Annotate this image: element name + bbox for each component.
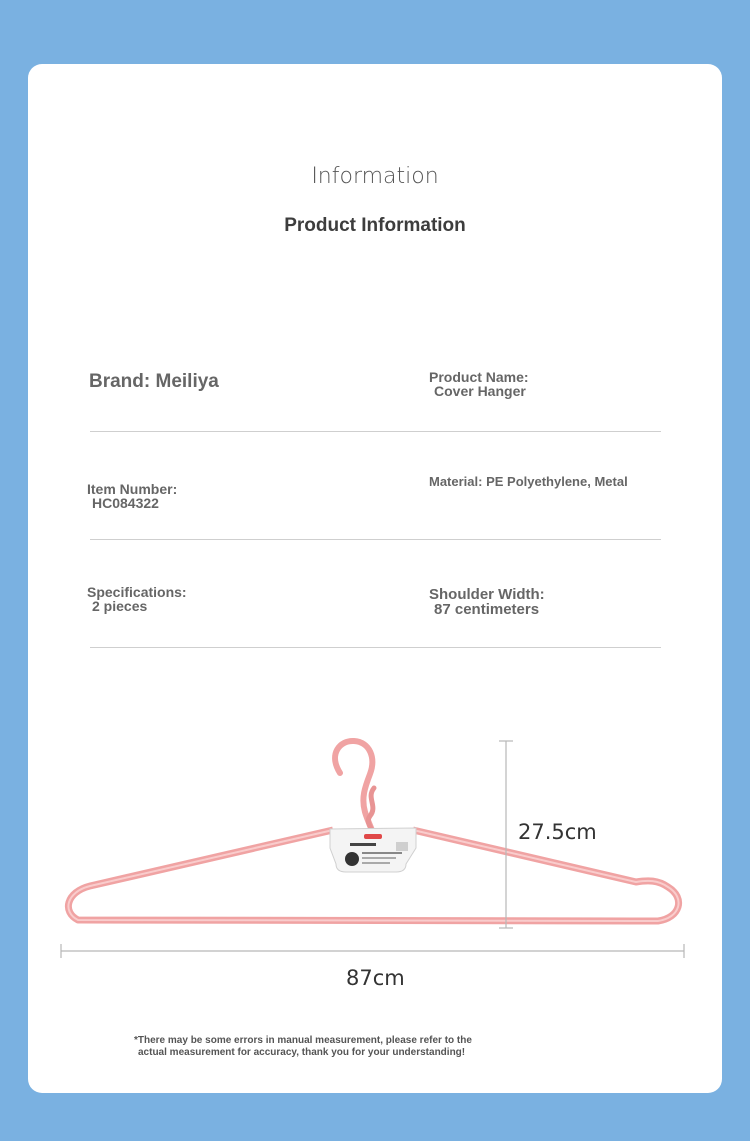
shoulder-width-value: 87 centimeters	[434, 601, 540, 618]
specifications-label: Specifications:	[87, 584, 187, 600]
width-dimension-line	[61, 944, 684, 958]
info-card	[28, 64, 722, 1093]
brand-text: Brand: Meiliya	[89, 371, 219, 392]
height-label: 27.5cm	[518, 820, 597, 844]
hanger-tag	[330, 828, 416, 872]
note-line-2: actual measurement for accuracy, thank you for your understanding!	[138, 1046, 466, 1058]
item-number-value: HC084322	[92, 495, 159, 511]
item-number-label: Item Number:	[87, 481, 178, 497]
hanger-illustration	[28, 64, 722, 1093]
measurement-note	[134, 1035, 472, 1058]
specifications-value: 2 pieces	[92, 598, 148, 614]
material-text: Material: PE Polyethylene, Metal	[429, 474, 628, 489]
width-label: 87cm	[346, 966, 405, 990]
page-title: Information	[311, 164, 439, 189]
shoulder-width-label: Shoulder Width:	[429, 586, 545, 603]
height-dimension-line	[499, 741, 513, 928]
note-line-1: *There may be some errors in manual measurement, please refer to the	[134, 1035, 472, 1046]
product-name-label: Product Name:	[429, 369, 529, 385]
section-title: Product Information	[284, 215, 466, 236]
product-name-value: Cover Hanger	[434, 383, 526, 399]
